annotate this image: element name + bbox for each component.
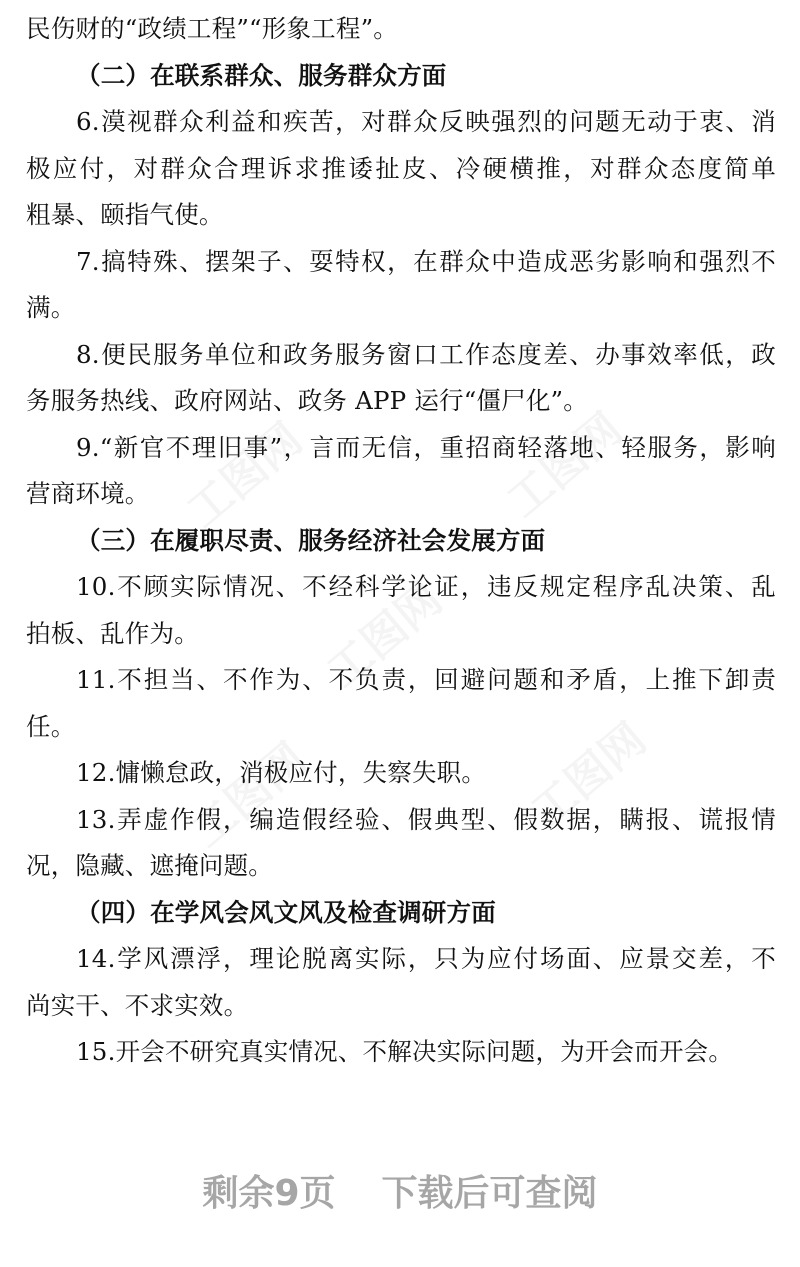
paragraph-line: 粗暴、颐指气使。 [26, 200, 224, 229]
download-hint-label[interactable]: 下载后可查阅 [381, 1172, 598, 1214]
paragraph-line: 13.弄虚作假，编造假经验、假典型、假数据，瞒报、谎报情 [76, 804, 776, 834]
download-banner[interactable] [0, 1160, 800, 1220]
paragraph-line: 6.漠视群众利益和疾苦，对群众反映强烈的问题无动于衷、消 [76, 107, 776, 136]
paragraph-line: 营商环境。 [26, 479, 150, 508]
section-heading: （三）在履职尽责、服务经济社会发展方面 [76, 525, 546, 555]
paragraph-line: 8.便民服务单位和政务服务窗口工作态度差、办事效率低，政 [76, 339, 776, 369]
paragraph-line: 11.不担当、不作为、不负责，回避问题和矛盾，上推下卸责 [76, 665, 776, 694]
paragraph-line: 10.不顾实际情况、不经科学论证，违反规定程序乱决策、乱 [76, 572, 776, 601]
paragraph-line: 9.“新官不理旧事”，言而无信，重招商轻落地、轻服务，影响 [76, 432, 776, 462]
paragraph-line: 任。 [26, 711, 76, 741]
paragraph-line: 满。 [26, 293, 76, 322]
paragraph-line: 7.搞特殊、摆架子、耍特权，在群众中造成恶劣影响和强烈不 [76, 246, 776, 276]
paragraph-line: 14.学风漂浮，理论脱离实际，只为应付场面、应景交差，不 [76, 944, 776, 973]
paragraph-line: 况，隐藏、遮掩问题。 [26, 851, 273, 880]
paragraph-line: 12.慵懒怠政，消极应付，失察失职。 [76, 758, 487, 787]
document-body [26, 6, 776, 1076]
paragraph-line: 极应付，对群众合理诉求推诿扯皮、冷硬横推，对群众态度简单 [26, 153, 776, 183]
paragraph-line: 民伤财的“政绩工程”“形象工程”。 [26, 14, 398, 43]
paragraph-line: 拍板、乱作为。 [26, 618, 199, 648]
paragraph-line: 尚实干、不求实效。 [26, 990, 249, 1020]
paragraph-line: 15.开会不研究真实情况、不解决实际问题，为开会而开会。 [76, 1037, 734, 1066]
section-heading: （二）在联系群众、服务群众方面 [76, 60, 447, 90]
section-heading: （四）在学风会风文风及检查调研方面 [76, 897, 496, 927]
paragraph-line: 务服务热线、政府网站、政务 APP 运行“僵尸化”。 [26, 386, 588, 415]
remaining-pages-label[interactable]: 剩余9页 [202, 1172, 336, 1214]
